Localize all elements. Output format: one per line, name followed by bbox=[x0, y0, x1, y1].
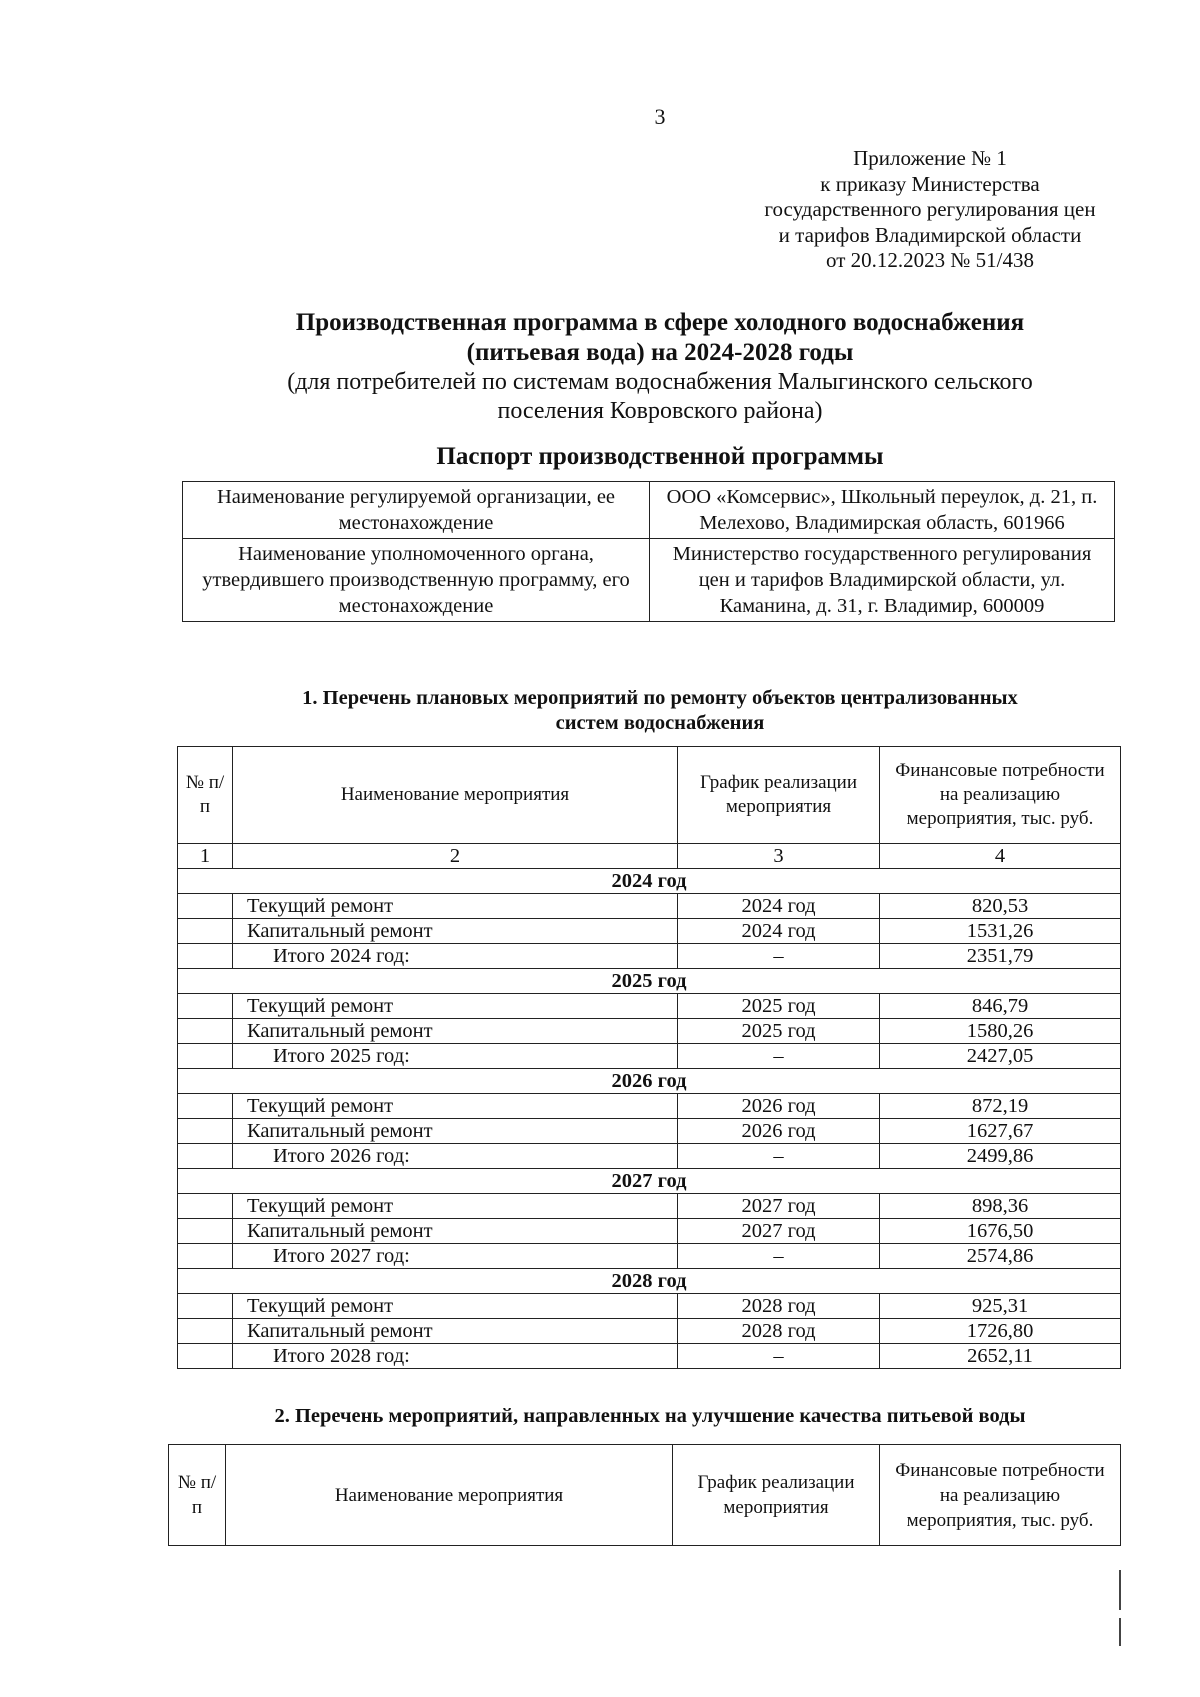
num-cell bbox=[178, 1144, 233, 1169]
schedule-cell: 2027 год bbox=[678, 1219, 880, 1244]
schedule-cell: 2026 год bbox=[678, 1119, 880, 1144]
col-number: 1 bbox=[178, 844, 233, 869]
passport-value: ООО «Комсервис», Школьный переулок, д. 21, п. Мелехово, Владимирская область, 601966 bbox=[650, 482, 1115, 539]
header-schedule: График реализации мероприятия bbox=[678, 747, 880, 844]
column-number-row bbox=[178, 844, 1121, 869]
margin-scan-mark bbox=[1119, 1570, 1121, 1610]
quality-table bbox=[168, 1444, 1121, 1546]
schedule-cell: – bbox=[678, 1044, 880, 1069]
value-cell: 1627,67 bbox=[880, 1119, 1121, 1144]
num-cell bbox=[178, 919, 233, 944]
appendix-line: Приложение № 1 bbox=[853, 146, 1007, 170]
total-row bbox=[178, 1044, 1121, 1069]
name-cell: Капитальный ремонт bbox=[233, 919, 678, 944]
num-cell bbox=[178, 994, 233, 1019]
appendix-line: от 20.12.2023 № 51/438 bbox=[825, 248, 1035, 272]
value-cell: 898,36 bbox=[880, 1194, 1121, 1219]
table-row bbox=[178, 1019, 1121, 1044]
passport-row bbox=[183, 482, 1115, 539]
year-label: 2026 год bbox=[178, 1069, 1121, 1094]
total-row bbox=[178, 1144, 1121, 1169]
schedule-cell: 2028 год bbox=[678, 1319, 880, 1344]
num-cell bbox=[178, 1194, 233, 1219]
value-cell: 846,79 bbox=[880, 994, 1121, 1019]
title-line-1: Производственная программа в сфере холодного водоснабжения bbox=[295, 309, 1025, 336]
appendix-block bbox=[730, 146, 1130, 274]
year-label: 2028 год bbox=[178, 1269, 1121, 1294]
num-cell bbox=[178, 1294, 233, 1319]
num-cell bbox=[178, 944, 233, 969]
header-num: № п/п bbox=[178, 747, 233, 844]
year-header-row bbox=[178, 1169, 1121, 1194]
schedule-cell: 2024 год bbox=[678, 919, 880, 944]
total-row bbox=[178, 944, 1121, 969]
num-cell bbox=[178, 1019, 233, 1044]
total-row bbox=[178, 1244, 1121, 1269]
table-header-row bbox=[178, 747, 1121, 844]
value-cell: 1531,26 bbox=[880, 919, 1121, 944]
value-cell: 2427,05 bbox=[880, 1044, 1121, 1069]
section-1-title-line-1: 1. Перечень плановых мероприятий по ремонту объектов централизованных bbox=[302, 687, 1018, 709]
table-row bbox=[178, 994, 1121, 1019]
total-row bbox=[178, 1344, 1121, 1369]
schedule-cell: 2027 год bbox=[678, 1194, 880, 1219]
name-cell: Итого 2024 год: bbox=[233, 944, 678, 969]
col-number: 3 bbox=[678, 844, 880, 869]
schedule-cell: – bbox=[678, 1144, 880, 1169]
section-1-title-line-2: систем водоснабжения bbox=[555, 712, 765, 734]
value-cell: 2652,11 bbox=[880, 1344, 1121, 1369]
schedule-cell: 2025 год bbox=[678, 1019, 880, 1044]
num-cell bbox=[178, 1044, 233, 1069]
name-cell: Итого 2028 год: bbox=[233, 1344, 678, 1369]
value-cell: 872,19 bbox=[880, 1094, 1121, 1119]
name-cell: Текущий ремонт bbox=[233, 994, 678, 1019]
year-header-row bbox=[178, 1269, 1121, 1294]
schedule-cell: – bbox=[678, 1344, 880, 1369]
passport-heading: Паспорт производственной программы bbox=[436, 443, 884, 470]
col-number: 2 bbox=[233, 844, 678, 869]
name-cell: Капитальный ремонт bbox=[233, 1019, 678, 1044]
section-2-title: 2. Перечень мероприятий, направленных на улучшение качества питьевой воды bbox=[274, 1405, 1026, 1427]
num-cell bbox=[178, 894, 233, 919]
margin-scan-mark bbox=[1119, 1618, 1121, 1646]
schedule-cell: 2025 год bbox=[678, 994, 880, 1019]
value-cell: 1676,50 bbox=[880, 1219, 1121, 1244]
page-number: 3 bbox=[654, 104, 666, 129]
program-title bbox=[200, 308, 1120, 426]
value-cell: 1580,26 bbox=[880, 1019, 1121, 1044]
table-header-row bbox=[169, 1445, 1121, 1546]
subtitle-line-2: поселения Ковровского района) bbox=[497, 398, 823, 424]
header-schedule: График реализации мероприятия bbox=[673, 1445, 880, 1546]
num-cell bbox=[178, 1119, 233, 1144]
section-1-title bbox=[190, 686, 1130, 736]
header-name: Наименование мероприятия bbox=[226, 1445, 673, 1546]
table-row bbox=[178, 1294, 1121, 1319]
appendix-line: и тарифов Владимирской области bbox=[778, 222, 1082, 247]
header-name: Наименование мероприятия bbox=[233, 747, 678, 844]
header-finance: Финансовые потребности на реализацию мероприятия, тыс. руб. bbox=[880, 1445, 1121, 1546]
appendix-line: государственного регулирования цен bbox=[764, 197, 1096, 221]
year-header-row bbox=[178, 869, 1121, 894]
name-cell: Текущий ремонт bbox=[233, 894, 678, 919]
repair-plan-table bbox=[177, 746, 1121, 1369]
passport-label: Наименование уполномоченного органа, утвердившего производственную программу, его местонахождение bbox=[183, 539, 650, 622]
year-label: 2025 год bbox=[178, 969, 1121, 994]
table-row bbox=[178, 1194, 1121, 1219]
num-cell bbox=[178, 1244, 233, 1269]
schedule-cell: 2024 год bbox=[678, 894, 880, 919]
name-cell: Текущий ремонт bbox=[233, 1194, 678, 1219]
table-row bbox=[178, 919, 1121, 944]
year-header-row bbox=[178, 1069, 1121, 1094]
title-line-2: (питьевая вода) на 2024-2028 годы bbox=[466, 339, 854, 366]
num-cell bbox=[178, 1319, 233, 1344]
passport-table bbox=[182, 481, 1115, 622]
schedule-cell: 2026 год bbox=[678, 1094, 880, 1119]
name-cell: Капитальный ремонт bbox=[233, 1219, 678, 1244]
passport-label: Наименование регулируемой организации, ее местонахождение bbox=[183, 482, 650, 539]
num-cell bbox=[178, 1219, 233, 1244]
header-finance: Финансовые потребности на реализацию мероприятия, тыс. руб. bbox=[880, 747, 1121, 844]
value-cell: 2499,86 bbox=[880, 1144, 1121, 1169]
table-row bbox=[178, 1119, 1121, 1144]
value-cell: 2351,79 bbox=[880, 944, 1121, 969]
table-row bbox=[178, 1094, 1121, 1119]
schedule-cell: – bbox=[678, 944, 880, 969]
name-cell: Текущий ремонт bbox=[233, 1094, 678, 1119]
value-cell: 820,53 bbox=[880, 894, 1121, 919]
table-row bbox=[178, 1219, 1121, 1244]
year-label: 2027 год bbox=[178, 1169, 1121, 1194]
value-cell: 2574,86 bbox=[880, 1244, 1121, 1269]
year-label: 2024 год bbox=[178, 869, 1121, 894]
name-cell: Итого 2027 год: bbox=[233, 1244, 678, 1269]
subtitle-line-1: (для потребителей по системам водоснабжения Малыгинского сельского bbox=[287, 369, 1033, 395]
schedule-cell: – bbox=[678, 1244, 880, 1269]
name-cell: Итого 2025 год: bbox=[233, 1044, 678, 1069]
appendix-line: к приказу Министерства bbox=[820, 171, 1040, 196]
name-cell: Капитальный ремонт bbox=[233, 1319, 678, 1344]
name-cell: Итого 2026 год: bbox=[233, 1144, 678, 1169]
value-cell: 925,31 bbox=[880, 1294, 1121, 1319]
table-row bbox=[178, 894, 1121, 919]
passport-value: Министерство государственного регулирования цен и тарифов Владимирской области, ул. Каманина, д. 31, г. Владимир, 600009 bbox=[650, 539, 1115, 622]
name-cell: Текущий ремонт bbox=[233, 1294, 678, 1319]
value-cell: 1726,80 bbox=[880, 1319, 1121, 1344]
num-cell bbox=[178, 1094, 233, 1119]
schedule-cell: 2028 год bbox=[678, 1294, 880, 1319]
num-cell bbox=[178, 1344, 233, 1369]
year-header-row bbox=[178, 969, 1121, 994]
table-row bbox=[178, 1319, 1121, 1344]
header-num: № п/п bbox=[169, 1445, 226, 1546]
name-cell: Капитальный ремонт bbox=[233, 1119, 678, 1144]
passport-row bbox=[183, 539, 1115, 622]
col-number: 4 bbox=[880, 844, 1121, 869]
